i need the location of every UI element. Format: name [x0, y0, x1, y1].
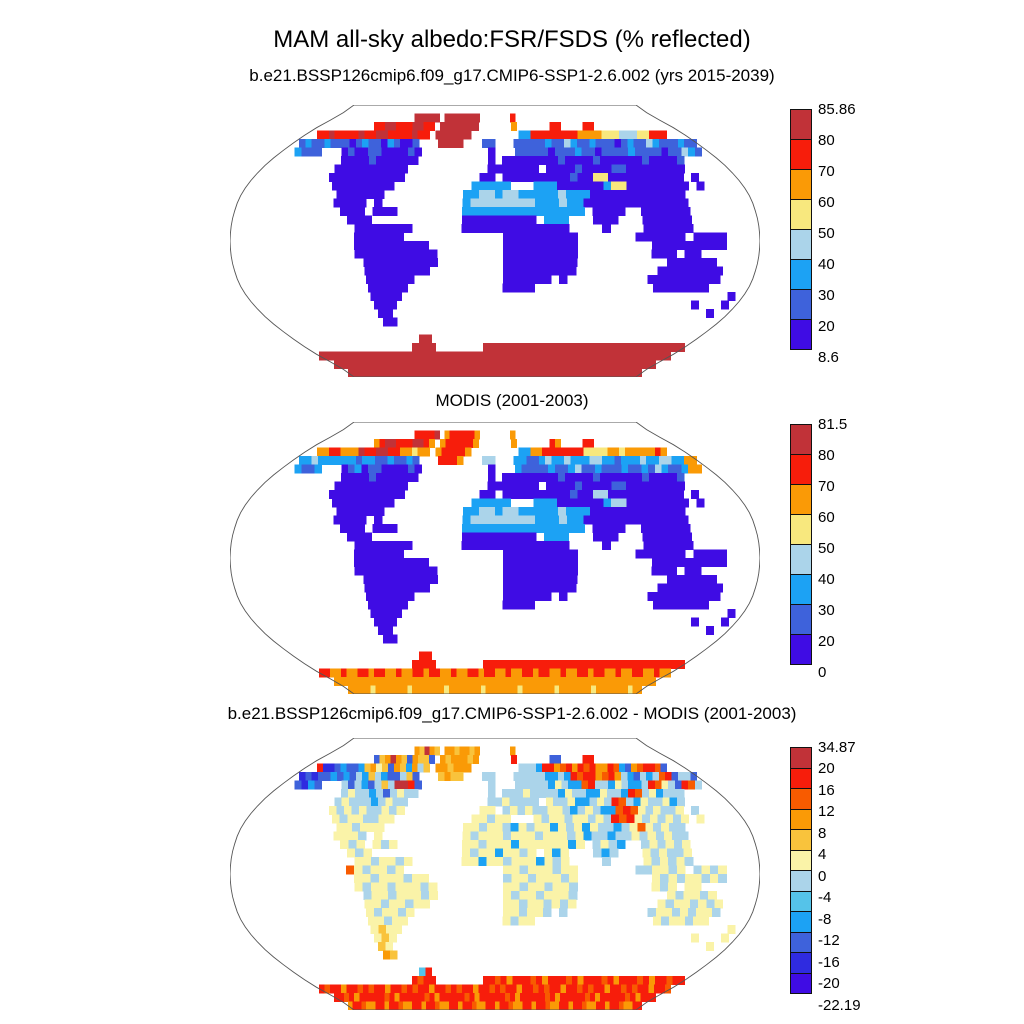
colorbar-tick-label: 0 — [818, 867, 827, 885]
colorbar-segment — [790, 229, 812, 260]
colorbar-segment — [790, 604, 812, 635]
colorbar-segment — [790, 768, 812, 790]
map-diff — [230, 738, 760, 1010]
colorbar-tick-label: -20 — [818, 975, 840, 992]
colorbar-tick-label: 70 — [818, 162, 835, 180]
map-model — [230, 105, 760, 377]
colorbar-tick-label: 50 — [818, 224, 835, 242]
colorbar-tick-label: 40 — [818, 570, 835, 588]
colorbar-segment — [790, 829, 812, 851]
colorbar-tick-label: 30 — [818, 601, 835, 619]
colorbar-segment — [790, 139, 812, 170]
colorbar-segment — [790, 199, 812, 230]
colorbar-tick-label: 50 — [818, 539, 835, 557]
colorbar-segment — [790, 259, 812, 290]
panel-title-diff: b.e21.BSSP126cmip6.f09_g17.CMIP6-SSP1-2.6.002 - MODIS (2001-2003) — [227, 704, 797, 723]
colorbar-segment — [790, 932, 812, 954]
map-obs — [230, 422, 760, 694]
colorbar-segment — [790, 870, 812, 892]
colorbar-segment — [790, 891, 812, 913]
colorbar-diff — [790, 738, 861, 1014]
colorbar-tick-label: 0 — [818, 663, 827, 681]
colorbar-tick-label: 16 — [818, 781, 835, 799]
colorbar-segment — [790, 169, 812, 200]
colorbar-segment — [790, 634, 812, 665]
colorbar-tick-label: 12 — [818, 803, 835, 820]
colorbar-tick-label: 8.6 — [818, 348, 839, 366]
colorbar-tick-label: 20 — [818, 317, 835, 335]
colorbar-tick-label: 20 — [818, 760, 835, 777]
colorbar-segment — [790, 952, 812, 974]
colorbar-tick-label: 20 — [818, 632, 835, 650]
colorbar-tick-label: 70 — [818, 477, 835, 495]
colorbar-tick-label: 85.86 — [818, 100, 856, 118]
colorbar-tick-label: -16 — [818, 953, 840, 971]
colorbar-tick-label: 60 — [818, 193, 835, 211]
colorbar-segment — [790, 289, 812, 320]
colorbar-tick-label: -12 — [818, 932, 840, 949]
colorbar-tick-label: 8 — [818, 824, 827, 842]
colorbar-tick-label: 60 — [818, 508, 835, 526]
colorbar-tick-label: 40 — [818, 255, 835, 273]
colorbar-tick-label: -22.19 — [818, 996, 861, 1014]
land-cells — [295, 113, 736, 377]
colorbar-segment — [790, 319, 812, 350]
panel-title-model: b.e21.BSSP126cmip6.f09_g17.CMIP6-SSP1-2.6.002 (yrs 2015-2039) — [249, 66, 775, 85]
colorbar-tick-label: -8 — [818, 910, 832, 928]
figure-title: MAM all-sky albedo:FSR/FSDS (% reflected) — [273, 26, 751, 53]
colorbar-segment — [790, 850, 812, 872]
colorbar-obs — [790, 415, 848, 681]
colorbar-segment — [790, 424, 812, 455]
colorbar-tick-label: 80 — [818, 446, 835, 464]
colorbar-segment — [790, 484, 812, 515]
colorbar-segment — [790, 911, 812, 933]
colorbar-segment — [790, 809, 812, 831]
colorbar-tick-label: 30 — [818, 286, 835, 304]
colorbar-model — [790, 100, 856, 366]
land-cells — [295, 746, 736, 1010]
colorbar-segment — [790, 544, 812, 575]
colorbar-tick-label: 4 — [818, 846, 827, 863]
colorbar-segment — [790, 109, 812, 140]
colorbar-segment — [790, 788, 812, 810]
colorbar-tick-label: 80 — [818, 131, 835, 149]
panel-title-obs: MODIS (2001-2003) — [435, 391, 589, 410]
colorbar-tick-label: 34.87 — [818, 738, 856, 756]
land-cells — [295, 430, 736, 694]
colorbar-segment — [790, 454, 812, 485]
colorbar-tick-label: 81.5 — [818, 415, 848, 433]
colorbar-segment — [790, 574, 812, 605]
colorbar-tick-label: -4 — [818, 889, 832, 906]
colorbar-segment — [790, 973, 812, 995]
colorbar-segment — [790, 514, 812, 545]
colorbar-segment — [790, 747, 812, 769]
